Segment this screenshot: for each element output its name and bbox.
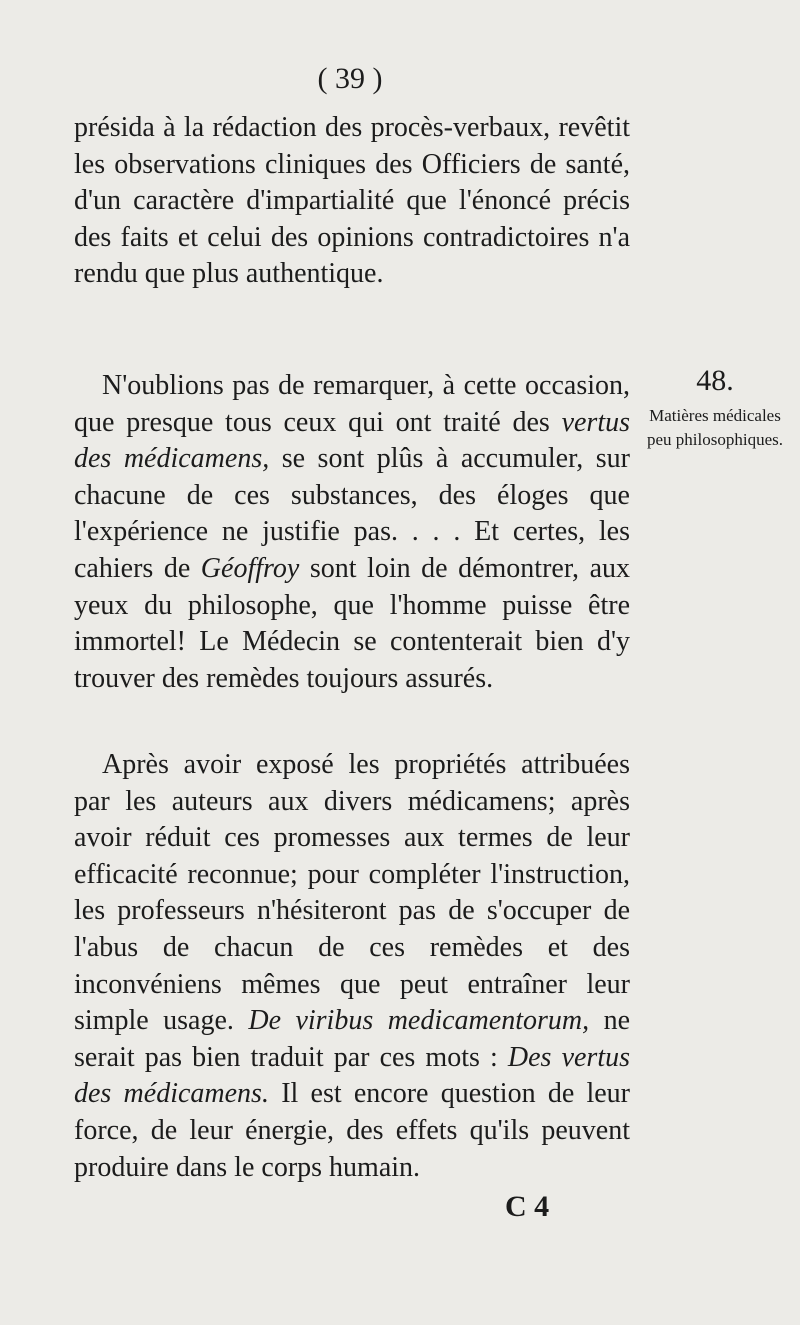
paragraph-2-italic-b: Géoffroy	[200, 552, 300, 584]
page-number: ( 39 )	[317, 62, 383, 95]
paragraph-1-text: présida à la rédaction des procès-verbaux, revêtit les observations cliniques des Officiers de santé, d'un caractère d'impartialité que l'énoncé précis des faits et celui des opinions contradictoires n'a rendu que plus authentique.	[74, 112, 630, 290]
paragraph-2-text-c: sont loin de démontrer, aux yeux du philosophe, que l'homme puisse être immortel! Le Médecin se contenterait bien d'y trouver des remèdes toujours assurés.	[74, 552, 631, 694]
paragraph-2-text-b: se sont plûs à accumuler, sur chacune de ces substances, des éloges que l'expérience ne justifie pas. . . . Et certes, les cahiers de	[74, 443, 631, 584]
paragraph-3-italic-b: Des vertus des médicamens.	[74, 1041, 630, 1110]
margin-note: Matières médicales peu philosophiques.	[647, 406, 783, 449]
paragraph-3-text-b: ne serait pas bien traduit par ces mots :	[74, 1005, 630, 1073]
paragraph-3-italic-a: De viribus medicamentorum,	[248, 1005, 590, 1037]
paragraph-3-text-a: Après avoir exposé les propriétés attribuées par les auteurs aux divers médicamens; après avoir réduit ces promesses aux termes de leur efficacité reconnue; pour compléter l'instruction, les professeurs n'hésiteront pas de s'occuper de l'abus de chacun de ces remèdes et des inconvéniens mêmes que peut entraîner leur simple usage.	[74, 749, 630, 1037]
paragraph-3-text-c: Il est encore question de leur force, de leur énergie, des effets qu'ils peuvent produire dans le corps humain.	[74, 1078, 631, 1183]
signature-mark: C 4	[505, 1190, 550, 1223]
paragraph-2	[74, 368, 630, 697]
paragraph-2-text-a: N'oublions pas de remarquer, à cette occasion, que presque tous ceux qui ont traité des	[74, 370, 630, 438]
paragraph-1	[74, 110, 630, 293]
paragraph-2-italic-a: vertus des médicamens,	[74, 406, 630, 475]
paragraph-3	[74, 747, 630, 1186]
margin-number: 48.	[696, 364, 734, 397]
